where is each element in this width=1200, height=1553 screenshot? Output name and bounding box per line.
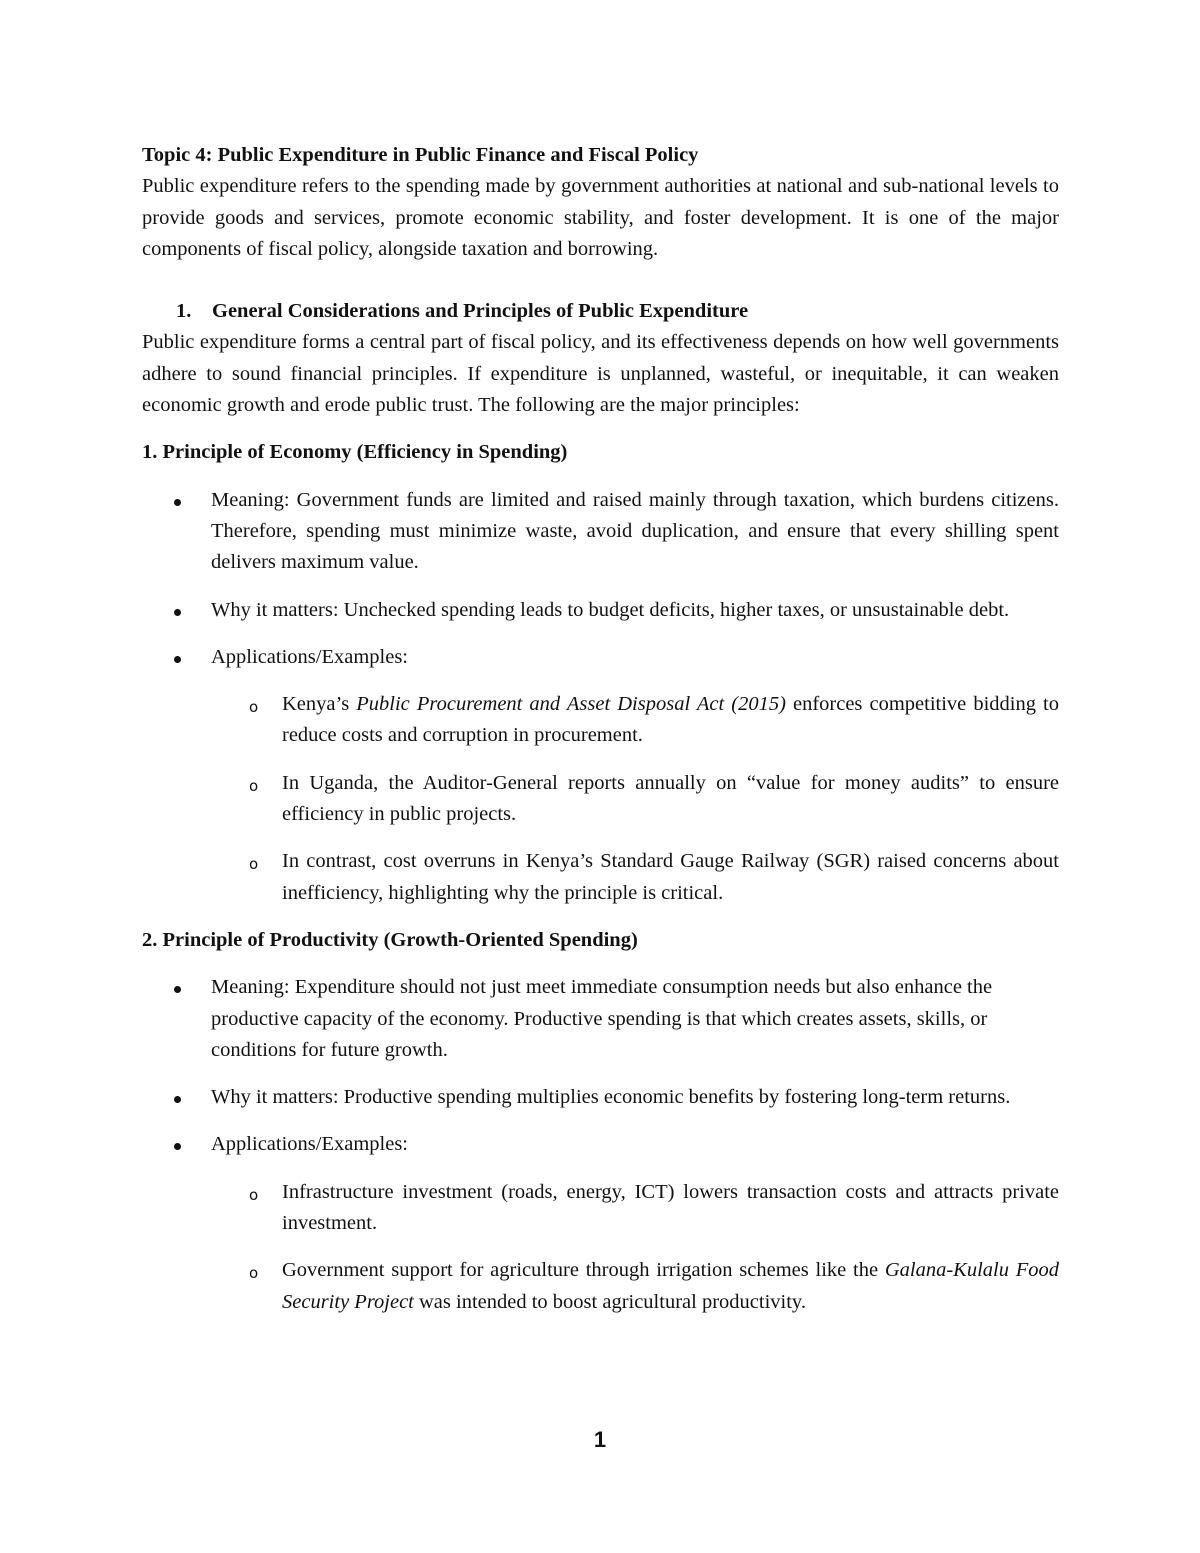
example-text: Infrastructure investment (roads, energy, ICT) lowers transaction costs and attracts private investment.: [282, 1180, 1059, 1235]
principle-2-heading: 2. Principle of Productivity (Growth-Oriented Spending): [142, 928, 638, 951]
why-text: Why it matters: Unchecked spending leads to budget deficits, higher taxes, or unsustainable debt.: [211, 598, 1010, 621]
bullet-icon: [174, 1096, 181, 1103]
example-item: [142, 768, 1059, 831]
document-title: Topic 4: Public Expenditure in Public Finance and Fiscal Policy: [142, 144, 699, 166]
section-heading-text: General Considerations and Principles of Public Expenditure: [212, 300, 749, 323]
example-text-part: Kenya’s: [282, 693, 357, 716]
applications-label: Applications/Examples:: [211, 645, 408, 668]
example-text-part: Government support for agriculture through irrigation schemes like the: [282, 1259, 885, 1282]
example-italic-title: Galana-Kulalu Food Security Project: [282, 1259, 1059, 1313]
spacer: [142, 265, 1059, 296]
meaning-text: Meaning: Government funds are limited and raised mainly through taxation, which burdens citizens. Therefore, spending must minimize waste, avoid duplication, and ensure that every shilling spent delivers maximum value.: [211, 488, 1059, 574]
principle-1-list: [142, 485, 1059, 673]
example-italic-title: Public Procurement and Asset Disposal Act (2015): [356, 693, 786, 716]
circle-bullet-icon: o: [249, 1185, 259, 1204]
principle-2-why: [142, 1082, 1059, 1113]
bullet-icon: [174, 609, 181, 616]
principle-1-why: [142, 595, 1059, 626]
circle-bullet-icon: o: [249, 1264, 259, 1283]
principle-1-meaning: [142, 485, 1059, 579]
page-number: 1: [593, 1427, 607, 1452]
circle-bullet-icon: o: [249, 776, 259, 795]
circle-bullet-icon: o: [249, 855, 259, 874]
bullet-icon: [174, 986, 181, 993]
bullet-icon: [174, 499, 181, 506]
example-item: [142, 689, 1059, 752]
example-text-part: was intended to boost agricultural productivity.: [413, 1290, 806, 1313]
meaning-text: Meaning: Expenditure should not just meet immediate consumption needs but also enhance the productive capacity of the economy. Productive spending is that which creates assets, skills, or conditions for future growth.: [211, 976, 993, 1061]
section-number: 1.: [176, 300, 192, 323]
example-text: [282, 1255, 1059, 1318]
example-text: In Uganda, the Auditor-General reports annually on “value for money audits” to ensure efficiency in public projects.: [282, 771, 1059, 826]
bullet-icon: [174, 656, 181, 663]
bullet-icon: [174, 1143, 181, 1150]
intro-paragraph: Public expenditure refers to the spending made by government authorities at national and sub-national levels to provide goods and services, promote economic stability, and foster development. It is one of the major components of fiscal policy, alongside taxation and borrowing.: [142, 175, 1059, 260]
example-item: [142, 846, 1059, 909]
section-paragraph: Public expenditure forms a central part of fiscal policy, and its effectiveness depends on how well governments adhere to sound financial principles. If expenditure is unplanned, wasteful, or inequitable, it can weaken economic growth and erode public trust. The following are the major principles:: [142, 331, 1059, 417]
principle-1-applications: [142, 642, 1059, 673]
principle-2-meaning: [142, 972, 1059, 1066]
principle-1-heading: 1. Principle of Economy (Efficiency in Spending): [142, 441, 568, 464]
example-text: [282, 689, 1059, 752]
applications-label: Applications/Examples:: [211, 1133, 408, 1156]
principle-2-applications: [142, 1129, 1059, 1160]
circle-bullet-icon: o: [249, 698, 259, 717]
example-item: [142, 1255, 1059, 1318]
principle-2-examples: [142, 1177, 1059, 1318]
why-text: Why it matters: Productive spending multiplies economic benefits by fostering long-term returns.: [211, 1086, 1011, 1109]
principle-2-list: [142, 972, 1059, 1160]
page-content: [142, 140, 1059, 1334]
section-heading: [142, 296, 1059, 327]
example-text-part: enforces competitive bidding to reduce costs and corruption in procurement.: [282, 693, 1060, 747]
principle-1-examples: [142, 689, 1059, 909]
example-item: [142, 1177, 1059, 1240]
example-text: In contrast, cost overruns in Kenya’s Standard Gauge Railway (SGR) raised concerns about inefficiency, highlighting why the principle is critical.: [282, 850, 1059, 904]
